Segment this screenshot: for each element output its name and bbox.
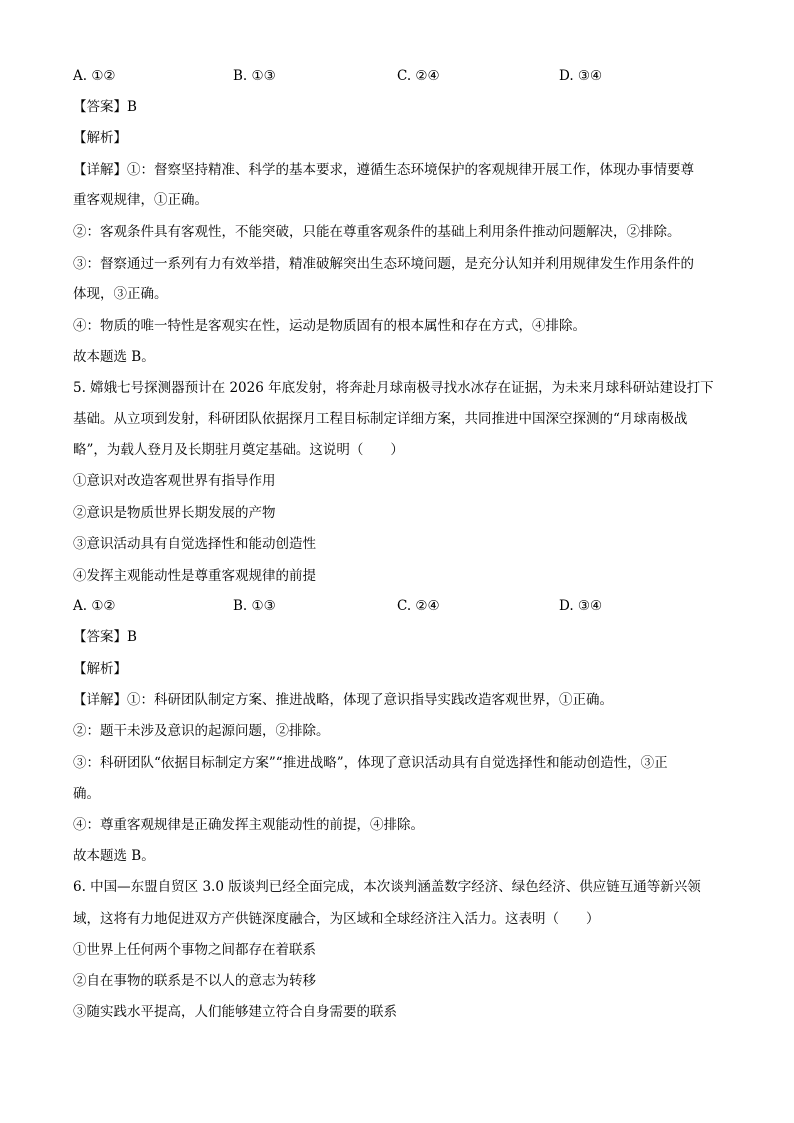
q5-option-a: A. ①② — [73, 598, 116, 614]
q5-statement-3: ③意识活动具有自觉选择性和能动创造性 — [73, 536, 316, 552]
q5-analysis-heading: 【解析】 — [73, 661, 127, 677]
q4-detail-line: ②：客观条件具有客观性，不能突破，只能在尊重客观条件的基础上利用条件推动问题解决，②排除。 — [73, 224, 681, 240]
q5-stem-line: 5. 嫦娥七号探测器预计在 2026 年底发射，将奔赴月球南极寻找水冰存在证据，为未来月球科研站建设打下 — [73, 380, 714, 396]
q4-analysis-heading: 【解析】 — [73, 130, 127, 146]
q6-stem-line: 域，这将有力地促进双方产供链深度融合，为区域和全球经济注入活力。这表明（ ） — [73, 911, 600, 927]
q4-detail-line: 体现，③正确。 — [73, 286, 168, 302]
q4-detail-line: ③：督察通过一系列有力有效举措，精准破解突出生态环境问题，是充分认知并利用规律发生作用条件的 — [73, 256, 694, 272]
q5-detail-line: ④：尊重客观规律是正确发挥主观能动性的前提，④排除。 — [73, 817, 424, 833]
q5-detail-line: 【详解】①：科研团队制定方案、推进战略，体现了意识指导实践改造客观世界，①正确。 — [73, 692, 613, 708]
q5-option-c: C. ②④ — [397, 598, 440, 614]
q5-detail-line: ③：科研团队“依据目标制定方案”“推进战略”，体现了意识活动具有自觉选择性和能动创造性，③正 — [73, 755, 668, 771]
q5-stem-line: 略”，为载人登月及长期驻月奠定基础。这说明（ ） — [73, 442, 404, 458]
q4-answer: 【答案】B — [73, 99, 137, 115]
q5-option-d: D. ③④ — [559, 598, 603, 614]
q4-option-a: A. ①② — [73, 68, 116, 84]
q5-answer: 【答案】B — [73, 629, 137, 645]
q4-option-c: C. ②④ — [397, 68, 440, 84]
q5-conclusion: 故本题选 B。 — [73, 848, 155, 864]
q5-stem-line: 基础。从立项到发射，科研团队依据探月工程目标制定详细方案，共同推进中国深空探测的“月球南极战 — [73, 411, 688, 427]
q4-detail-line: 【详解】①：督察坚持精准、科学的基本要求，遵循生态环境保护的客观规律开展工作，体现办事情要尊 — [73, 162, 694, 178]
q5-statement-4: ④发挥主观能动性是尊重客观规律的前提 — [73, 568, 316, 584]
q4-option-b: B. ①③ — [233, 68, 276, 84]
q4-detail-line: 重客观规律，①正确。 — [73, 192, 208, 208]
q4-option-d: D. ③④ — [559, 68, 603, 84]
q4-detail-line: ④：物质的唯一特性是客观实在性，运动是物质固有的根本属性和存在方式，④排除。 — [73, 318, 586, 334]
q6-statement-3: ③随实践水平提高，人们能够建立符合自身需要的联系 — [73, 1004, 397, 1020]
q6-stem-line: 6. 中国—东盟自贸区 3.0 版谈判已经全面完成，本次谈判涵盖数字经济、绿色经济、供应链互通等新兴领 — [73, 879, 701, 895]
q4-conclusion: 故本题选 B。 — [73, 349, 155, 365]
q5-detail-line: 确。 — [73, 786, 100, 802]
q6-statement-1: ①世界上任何两个事物之间都存在着联系 — [73, 942, 316, 958]
q5-detail-line: ②：题干未涉及意识的起源问题，②排除。 — [73, 723, 330, 739]
q5-statement-2: ②意识是物质世界长期发展的产物 — [73, 505, 276, 521]
q5-option-b: B. ①③ — [233, 598, 276, 614]
q5-statement-1: ①意识对改造客观世界有指导作用 — [73, 473, 276, 489]
q6-statement-2: ②自在事物的联系是不以人的意志为转移 — [73, 973, 316, 989]
